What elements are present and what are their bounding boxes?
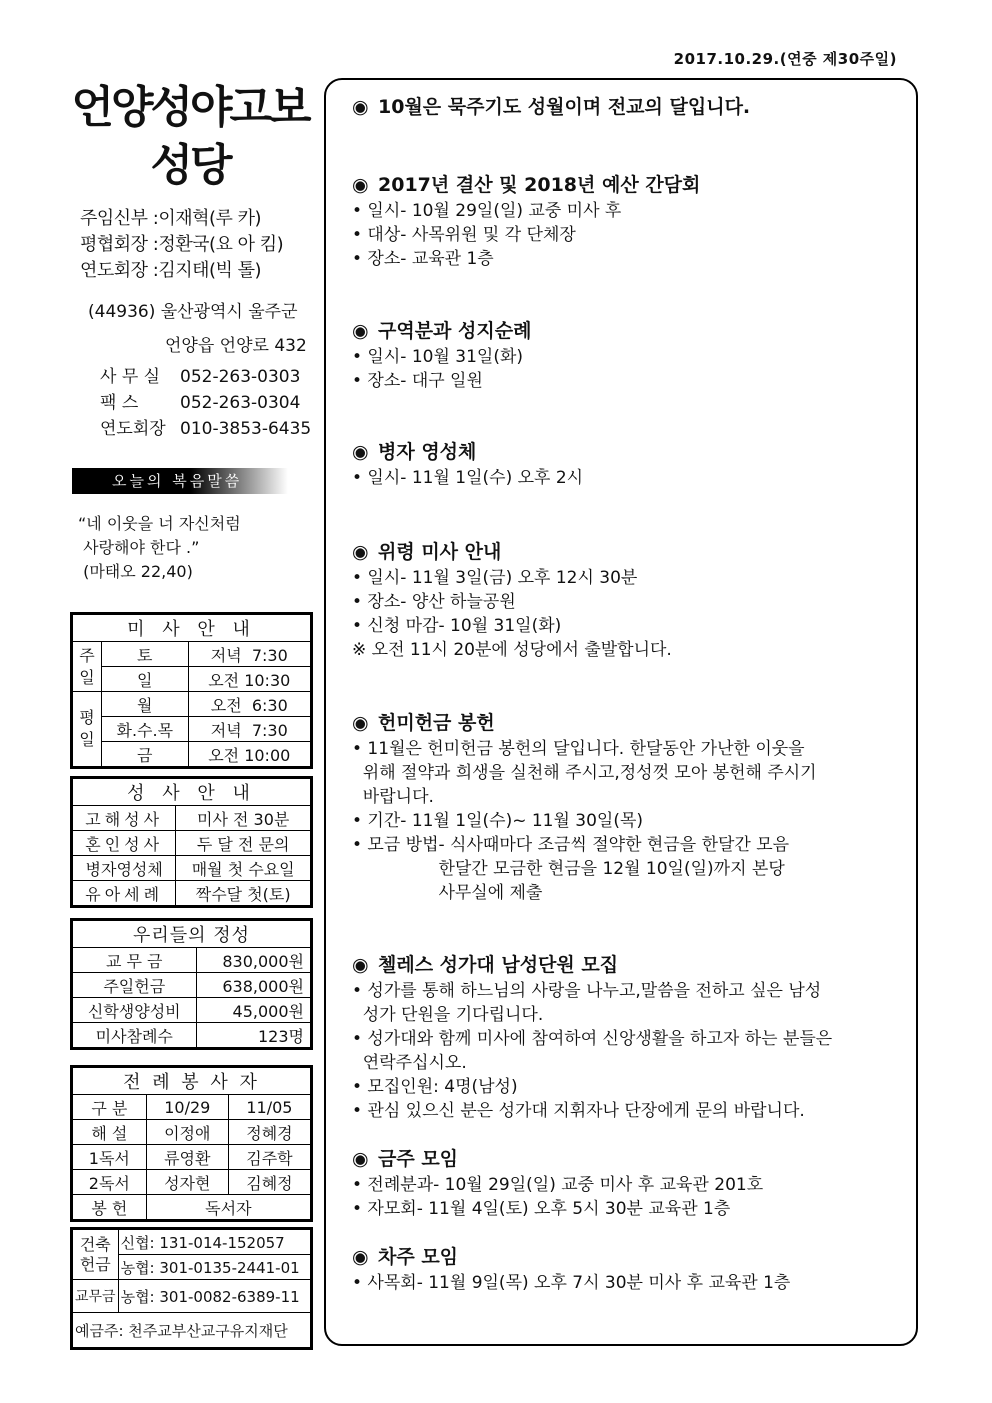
staff-prayer-president: 연도회장 :김지태(빅 톨) xyxy=(80,260,262,281)
gospel-quote: “네 이웃을 너 자신처럼 사랑해야 한다 .” (마태오 22,40) xyxy=(78,514,241,581)
notice-sick-communion: ◉ 병자 영성체 • 일시- 11월 1일(수) 오후 2시 xyxy=(352,441,584,488)
staff-council-president: 평협회장 :정환국(요 아 킴) xyxy=(80,234,284,255)
notice-this-week-meetings: ◉ 금주 모임 • 전례분과- 10월 29일(일) 교중 미사 후 교육관 201호 • 자모회- 11월 4일(토) 오후 5시 30분 교육관 1층 xyxy=(352,1148,764,1219)
mass-schedule-table: 미 사 안 내 주일 토 저녁 7:30 일 오전 10:30 평일 월 오전 6:30 화.수.목 저녁 7:30 금 오전 10:00 xyxy=(70,612,313,769)
liturgy-ministers-table: 전 례 봉 사 자 구 분 10/29 11/05 해 설 이정애 정혜경 1독서 류영환 김주학 2독서 성자현 김혜정 봉 헌 독서자 xyxy=(70,1065,313,1222)
notice-budget-meeting: ◉ 2017년 결산 및 2018년 예산 간담회 • 일시- 10월 29일(일) 교중 미사 후 • 대상- 사목위원 및 각 단체장 • 장소- 교육관 1층 xyxy=(352,174,701,269)
notice-next-week-meetings: ◉ 차주 모임 • 사목회- 11월 9일(목) 오후 7시 30분 미사 후 교육관 1층 xyxy=(352,1246,791,1293)
gospel-heading: 오늘의 복음말씀 xyxy=(72,468,288,494)
address-line1: (44936) 울산광역시 울주군 xyxy=(88,302,298,322)
sunday-label: 주일 xyxy=(73,642,102,692)
bulletin-date: 2017.10.29.(연중 제30주일) xyxy=(673,50,897,68)
notice-memorial-mass: ◉ 위령 미사 안내 • 일시- 11월 3일(금) 오후 12시 30분 • 장소- 양산 하늘공원 • 신청 마감- 10월 31일(화) ※ 오전 11시 20분에 성당에서 출발합니다. xyxy=(352,541,672,660)
parish-name-suffix: 성당 xyxy=(150,140,230,191)
notice-choir-recruitment: ◉ 첼레스 성가대 남성단원 모집 • 성가를 통해 하느님의 사랑을 나누고,말씀을 전하고 싶은 남성 성가 단원을 기다립니다. • 성가대와 함께 미사에 참여하여 신앙생활을 하고자 하는 분들은 연락주십시오. • 모집인원: 4명(남성) • 관심 있으신 분은 성가대 지휘자나 단장에게 문의 바랍니다. xyxy=(352,954,833,1121)
contact-office: 사 무 실 052-263-0303 xyxy=(100,367,301,387)
notice-rice-offering: ◉ 헌미헌금 봉헌 • 11월은 헌미헌금 봉헌의 달입니다. 한달동안 가난한 이웃을 위해 절약과 희생을 실천해 주시고,정성껏 모아 봉헌해 주시기 바랍니다. • 기간- 11월 1일(수)~ 11월 30일(목) • 모금 방법- 식사때마다 조금씩 절약한 현금을 한달간 모음 한달간 모금한 현금을 12월 10일(일)까지 본당 사무실에 제출 xyxy=(352,712,817,903)
parish-name: 언양성야고보 xyxy=(71,82,309,133)
weekday-label: 평일 xyxy=(73,692,102,767)
address-line2: 언양읍 언양로 432 xyxy=(165,336,307,356)
bank-accounts-table: 건축헌금 신협: 131-014-152057 농협: 301-0135-2441-01 교무금 농협: 301-0082-6389-11 예금주: 천주교부산교구유지재단 xyxy=(70,1227,313,1350)
contact-fax: 팩 스 052-263-0304 xyxy=(100,393,301,413)
notices-panel xyxy=(324,78,918,1346)
contact-prayer-president: 연도회장 010-3853-6435 xyxy=(100,419,312,439)
sacraments-table: 성 사 안 내 고해성사 미사 전 30분 혼인성사 두 달 전 문의 병자영성체 매월 첫 수요일 유아세례 짝수달 첫(토) xyxy=(70,776,313,908)
notice-rosary-month: ◉ 10월은 묵주기도 성월이며 전교의 달입니다. xyxy=(352,96,751,118)
notice-pilgrimage: ◉ 구역분과 성지순례 • 일시- 10월 31일(화) • 장소- 대구 일원 xyxy=(352,320,532,391)
mass-heading: 미 사 안 내 xyxy=(73,615,311,642)
contact-list xyxy=(100,364,311,442)
staff-list xyxy=(80,206,283,284)
staff-pastor: 주임신부 :이재혁(루 카) xyxy=(80,208,262,229)
offerings-table: 우리들의 정성 교 무 금 830,000원 주일헌금 638,000원 신학생양성비 45,000원 미사참례수 123명 xyxy=(70,918,313,1050)
